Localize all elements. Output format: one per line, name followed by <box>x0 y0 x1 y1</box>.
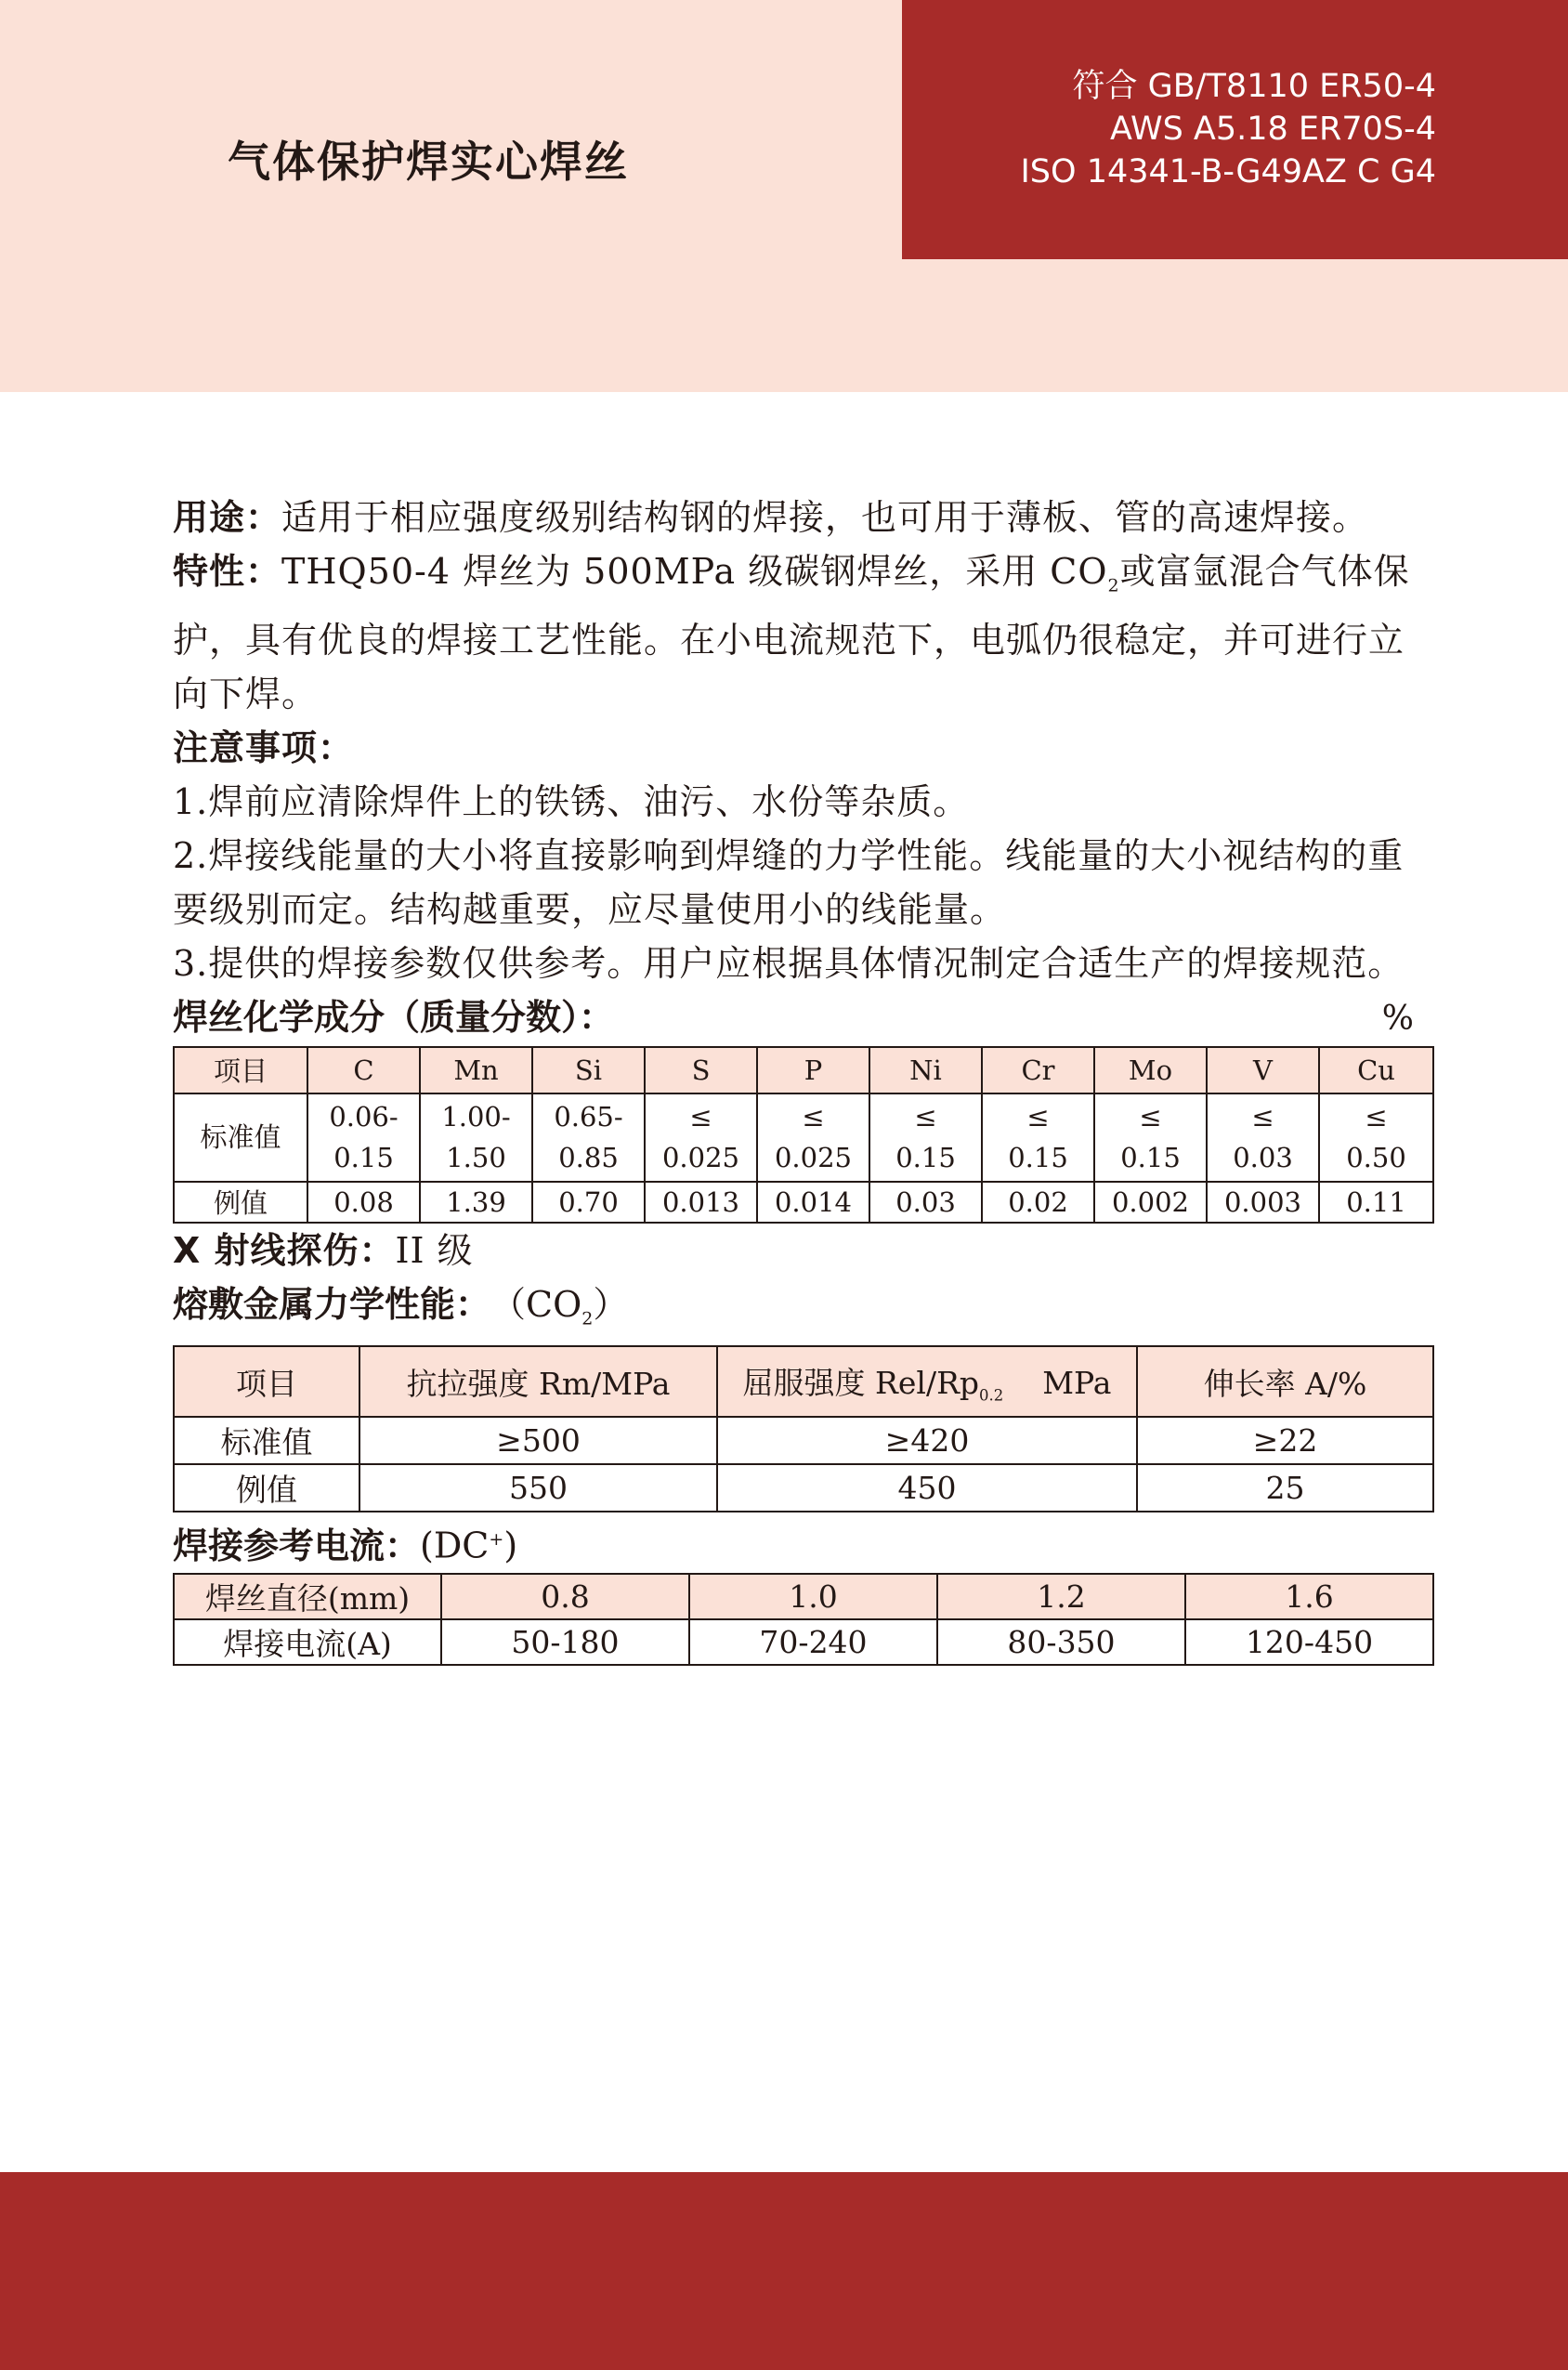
standard-line: ISO 14341-B-G49AZ C G4 <box>1020 153 1436 190</box>
note-item: 2.焊接线能量的大小将直接影响到焊缝的力学性能。线能量的大小视结构的重要级别而定。结构越重要，应尽量使用小的线能量。 <box>173 834 1405 930</box>
cell-line: 0.025 <box>774 1142 853 1174</box>
chemical-header-cell: Mn <box>420 1047 532 1093</box>
mechanical-gas-sub: 2 <box>581 1308 594 1329</box>
chemical-header-cell: Si <box>532 1047 645 1093</box>
features-paragraph <box>173 544 1432 721</box>
table-cell: ≥500 <box>359 1417 717 1464</box>
table-cell: ≥420 <box>717 1417 1137 1464</box>
table-cell <box>1207 1093 1319 1182</box>
mechanical-table <box>173 1345 1434 1512</box>
standards-list <box>1020 65 1436 193</box>
cell-line: 0.65- <box>554 1101 623 1133</box>
chemical-header-row <box>174 1047 1433 1093</box>
cell-line: ≤ <box>1139 1101 1162 1133</box>
mechanical-header-cell: 抗拉强度 Rm/MPa <box>359 1346 717 1417</box>
chemical-header-cell: Ni <box>869 1047 982 1093</box>
usage-label: 用途： <box>173 497 282 538</box>
current-dc-prefix: (DC <box>420 1525 490 1566</box>
chemical-standard-row <box>174 1093 1433 1182</box>
cell-line: 0.15 <box>895 1142 956 1174</box>
table-cell: 0.8 <box>441 1574 689 1619</box>
standard-line: AWS A5.18 ER70S-4 <box>1109 111 1436 148</box>
table-cell <box>1319 1093 1433 1182</box>
chemical-header-cell: Cr <box>982 1047 1094 1093</box>
table-cell <box>869 1093 982 1182</box>
current-dc <box>420 1512 517 1573</box>
current-dc-suffix: ) <box>503 1525 518 1566</box>
table-cell: 0.11 <box>1319 1182 1433 1223</box>
chemical-header-cell: V <box>1207 1047 1319 1093</box>
diameter-row <box>174 1574 1433 1619</box>
features-text-before: THQ50-4 焊丝为 500MPa 级碳钢焊丝，采用 CO <box>281 551 1108 592</box>
chemical-table <box>173 1046 1434 1224</box>
table-cell: 0.014 <box>757 1182 869 1223</box>
chemical-heading: 焊丝化学成分（质量分数）： <box>173 996 615 1038</box>
chemical-header-cell: Mo <box>1094 1047 1207 1093</box>
cell-line: 0.15 <box>1008 1142 1068 1174</box>
mechanical-header-row <box>174 1346 1433 1417</box>
mechanical-gas <box>490 1277 628 1346</box>
table-cell: 25 <box>1137 1464 1433 1512</box>
usage-paragraph <box>173 491 1432 544</box>
table-cell: 50-180 <box>441 1619 689 1665</box>
table-cell <box>982 1093 1094 1182</box>
standards-box <box>902 0 1568 259</box>
table-cell: 0.03 <box>869 1182 982 1223</box>
product-title: 气体保护焊实心焊丝 <box>228 137 629 187</box>
table-cell: 0.002 <box>1094 1182 1207 1223</box>
usage-text: 适用于相应强度级别结构钢的焊接，也可用于薄板、管的高速焊接。 <box>281 497 1369 538</box>
table-cell: 0.70 <box>532 1182 645 1223</box>
table-cell <box>307 1093 420 1182</box>
table-cell: 1.2 <box>937 1574 1185 1619</box>
chemical-header-cell: C <box>307 1047 420 1093</box>
current-table <box>173 1573 1434 1666</box>
cell-line: 0.03 <box>1233 1142 1293 1174</box>
mechanical-heading: 熔敷金属力学性能： <box>173 1283 491 1325</box>
table-cell: 0.02 <box>982 1182 1094 1223</box>
mechanical-gas-suffix: ） <box>593 1283 629 1325</box>
standard-line: 符合 GB/T8110 ER50-4 <box>1072 68 1436 105</box>
cell-line: ≤ <box>1251 1101 1274 1133</box>
table-cell: 0.08 <box>307 1182 420 1223</box>
yield-label: 屈服强度 Rel/Rp <box>742 1364 980 1401</box>
xray-label: X 射线探伤： <box>173 1229 396 1271</box>
cell-line: 1.50 <box>446 1142 506 1174</box>
row-label: 例值 <box>174 1182 307 1223</box>
chemical-example-row <box>174 1182 1433 1223</box>
row-label: 标准值 <box>174 1093 307 1182</box>
table-cell: 0.013 <box>645 1182 757 1223</box>
cell-line: ≤ <box>914 1101 937 1133</box>
mechanical-header-cell <box>717 1346 1137 1417</box>
mechanical-header-cell: 项目 <box>174 1346 359 1417</box>
table-cell <box>757 1093 869 1182</box>
mechanical-gas-prefix: （CO <box>490 1283 582 1325</box>
note-item: 1.焊前应清除焊件上的铁锈、油污、水份等杂质。 <box>173 780 970 822</box>
notes-label: 注意事项： <box>173 727 355 768</box>
cell-line: ≤ <box>802 1101 825 1133</box>
cell-line: 0.15 <box>333 1142 394 1174</box>
table-cell: 1.0 <box>689 1574 937 1619</box>
mechanical-row <box>174 1464 1433 1512</box>
table-cell: 1.39 <box>420 1182 532 1223</box>
cell-line: 0.025 <box>661 1142 740 1174</box>
chemical-header-cell: Cu <box>1319 1047 1433 1093</box>
chemical-heading-row <box>173 990 1432 1046</box>
table-cell: 1.6 <box>1185 1574 1433 1619</box>
features-label: 特性： <box>173 551 282 592</box>
table-cell: 550 <box>359 1464 717 1512</box>
yield-sub: 0.2 <box>979 1386 1004 1405</box>
features-text-after: 或富氩混合气体保护，具有优良的焊接工艺性能。在小电流规范下，电弧仍很稳定，并可进行立向下焊。 <box>173 551 1410 714</box>
note-item: 3.提供的焊接参数仅供参考。用户应根据具体情况制定合适生产的焊接规范。 <box>173 942 1405 984</box>
table-cell <box>1094 1093 1207 1182</box>
row-label: 标准值 <box>174 1417 359 1464</box>
content <box>173 491 1432 1666</box>
table-cell <box>420 1093 532 1182</box>
cell-line: 0.85 <box>558 1142 619 1174</box>
xray-value: II 级 <box>395 1229 474 1271</box>
table-cell: 70-240 <box>689 1619 937 1665</box>
cell-line: 0.15 <box>1120 1142 1181 1174</box>
table-cell: 0.003 <box>1207 1182 1319 1223</box>
cell-line: 0.50 <box>1346 1142 1406 1174</box>
chemical-header-cell: P <box>757 1047 869 1093</box>
cell-line: ≤ <box>1026 1101 1050 1133</box>
chemical-header-cell: S <box>645 1047 757 1093</box>
features-subscript: 2 <box>1107 575 1120 596</box>
current-heading: 焊接参考电流： <box>173 1525 421 1566</box>
chemical-unit: % <box>1381 999 1414 1038</box>
row-label: 焊接电流(A) <box>174 1619 441 1665</box>
mechanical-heading-row <box>173 1277 1432 1346</box>
cell-line: 1.00- <box>441 1101 511 1133</box>
cell-line: 0.06- <box>329 1101 399 1133</box>
row-label: 例值 <box>174 1464 359 1512</box>
xray-line <box>173 1224 1432 1277</box>
table-cell <box>645 1093 757 1182</box>
cell-line: ≤ <box>1365 1101 1388 1133</box>
mechanical-row <box>174 1417 1433 1464</box>
current-heading-row <box>173 1512 1432 1573</box>
current-row <box>174 1619 1433 1665</box>
table-cell: 80-350 <box>937 1619 1185 1665</box>
footer-band <box>0 2172 1568 2370</box>
table-cell: 450 <box>717 1464 1137 1512</box>
cell-line: ≤ <box>689 1101 712 1133</box>
current-dc-sup: + <box>489 1529 504 1551</box>
table-cell <box>532 1093 645 1182</box>
row-label: 焊丝直径(mm) <box>174 1574 441 1619</box>
chemical-header-cell: 项目 <box>174 1047 307 1093</box>
table-cell: ≥22 <box>1137 1417 1433 1464</box>
mechanical-header-cell: 伸长率 A/% <box>1137 1346 1433 1417</box>
table-cell: 120-450 <box>1185 1619 1433 1665</box>
yield-unit: MPa <box>1042 1364 1112 1401</box>
